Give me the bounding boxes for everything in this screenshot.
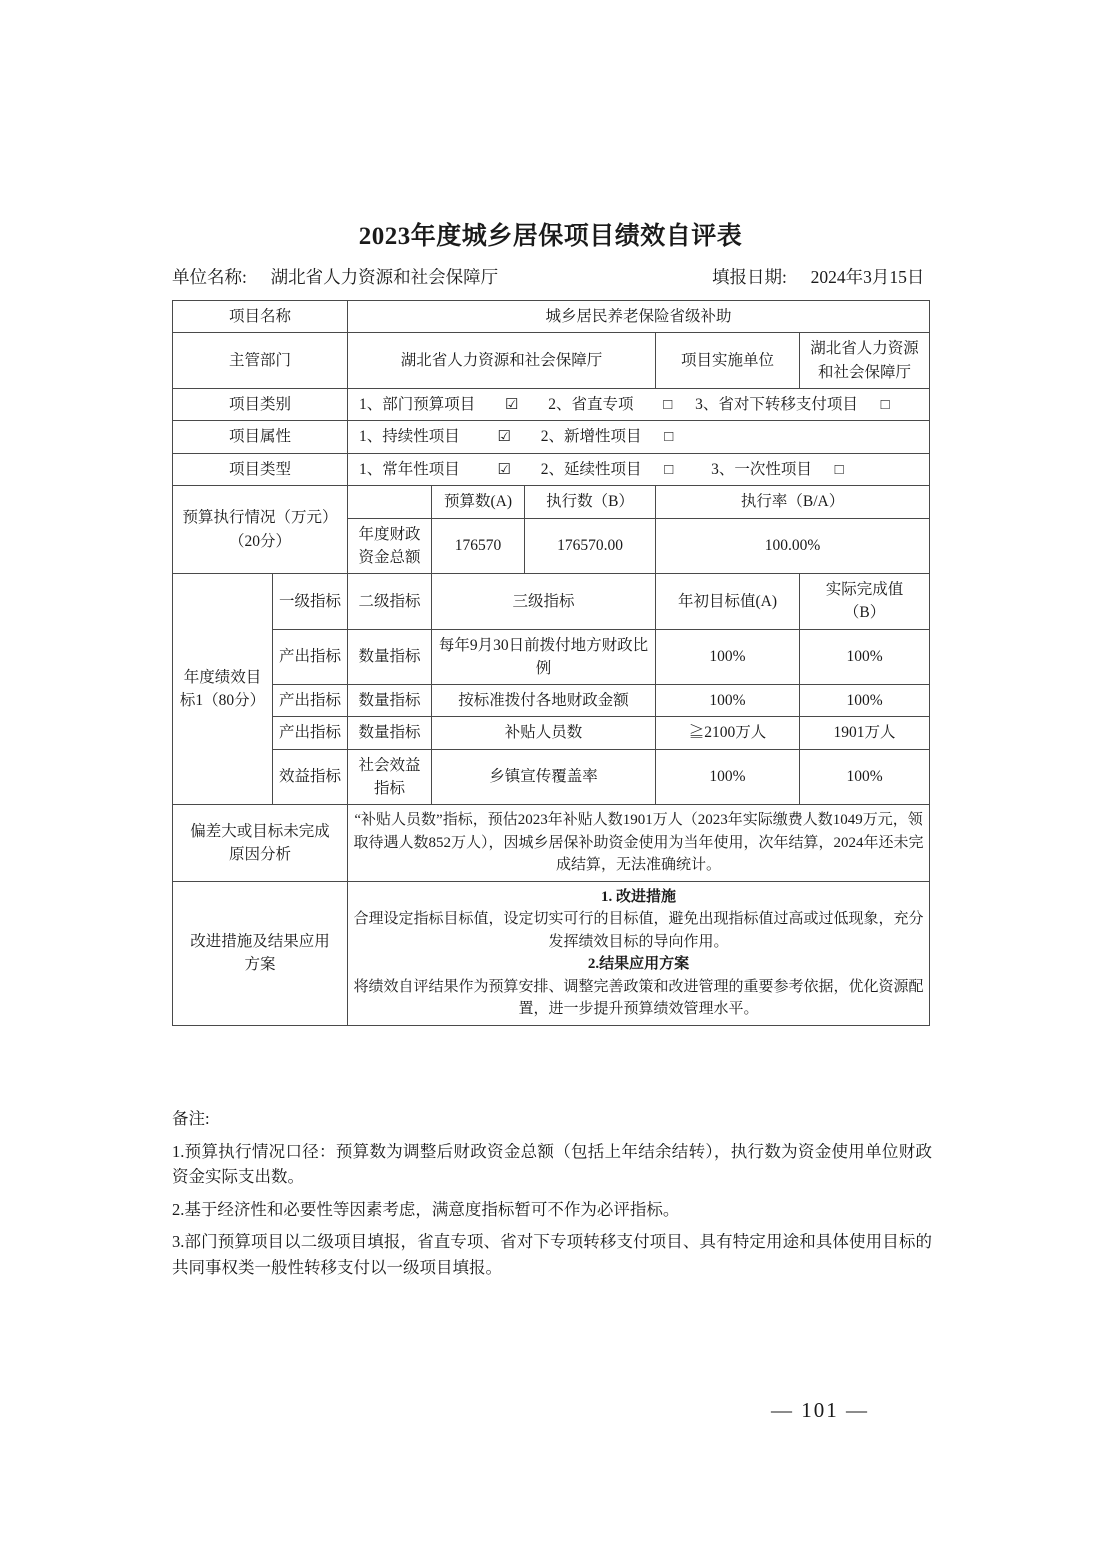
budget-row-name-line1: 年度财政 [358,525,421,543]
table-row-improvement [173,881,930,1025]
attribute-label: 项目属性 [173,421,348,454]
type-options-cell [348,453,930,486]
deviation-label-line1: 偏差大或目标未完成 [190,822,330,840]
perf-row-3-target-a: 100% [656,749,800,805]
perf-row-1-target-a: 100% [656,685,800,717]
table-row-deviation [173,805,930,882]
type-option-3-checkbox[interactable]: □ [834,461,844,478]
notes-title: 备注: [172,1109,210,1128]
budget-a-value: 176570 [432,518,525,574]
notes-section [172,1106,932,1287]
perf-row-0-level1: 产出指标 [273,629,348,685]
perf-header-level1: 一级指标 [273,574,348,630]
perf-header-actual-b [800,574,930,630]
perf-row-0-target-a: 100% [656,629,800,685]
perf-row-1-level2: 数量指标 [348,685,432,717]
perf-row-1-level3: 按标准拨付各地财政金额 [432,685,656,717]
document-page [172,0,932,1559]
impl-unit-label: 项目实施单位 [656,333,800,389]
unit-name-value: 湖北省人力资源和社会保障厅 [270,267,499,287]
perf-header-actual-b-line2: （B） [843,604,886,622]
rate-ba-value: 100.00% [656,518,930,574]
perf-section-label-line1: 年度绩效目 [183,668,262,686]
perf-row-2-level2: 数量指标 [348,717,432,749]
improvement-heading-1: 1. 改进措施 [601,888,677,905]
exec-b-value: 176570.00 [525,518,656,574]
perf-row-3-level1: 效益指标 [273,749,348,805]
report-date-field [712,264,924,289]
rate-ba-header: 执行率（B/A） [656,486,930,518]
table-row [173,685,930,717]
unit-name-label: 单位名称: [172,267,247,287]
perf-header-target-a: 年初目标值(A) [656,574,800,630]
table-row-category [173,388,930,421]
improvement-label [173,881,348,1025]
deviation-label-line2: 原因分析 [229,845,292,863]
table-row [173,749,930,805]
perf-row-2-level3: 补贴人员数 [432,717,656,749]
budget-a-header: 预算数(A) [432,486,525,518]
document-meta [172,264,929,292]
table-row-perf-header [173,574,930,630]
perf-row-0-level2: 数量指标 [348,629,432,685]
table-row-type [173,453,930,486]
note-item-2: 2.基于经济性和必要性等因素考虑，满意度指标暂可不作为必评指标。 [172,1199,680,1219]
dept-label: 主管部门 [173,333,348,389]
budget-blank-header [348,486,432,518]
category-options-cell [348,388,930,421]
category-option-3-text: 3、省对下转移支付项目 [695,395,858,413]
perf-row-0-actual-b: 100% [800,629,930,685]
attribute-option-1-text: 1、持续性项目 [359,428,460,446]
exec-b-header: 执行数（B） [525,486,656,518]
type-option-2-text: 2、延续性项目 [540,460,642,478]
perf-header-level2: 二级指标 [348,574,432,630]
perf-header-actual-b-line1: 实际完成值 [825,581,904,598]
page-number: — 101 — [771,1398,869,1422]
attribute-option-1-checkbox[interactable]: ☑ [497,429,511,446]
table-row-department [173,333,930,389]
improvement-body-1: 合理设定指标目标值，设定切实可行的目标值，避免出现指标值过高或过低现象，充分发挥绩效目标的导向作用。 [353,911,924,950]
perf-row-1-level1: 产出指标 [273,685,348,717]
budget-section-label-line1: 预算执行情况（万元） [182,509,338,527]
perf-header-level3: 三级指标 [432,574,656,630]
category-option-2-checkbox[interactable]: □ [663,396,673,413]
category-option-2-text: 2、省直专项 [548,395,634,413]
perf-row-2-actual-b: 1901万人 [800,717,930,749]
attribute-option-2-checkbox[interactable]: □ [664,429,674,446]
improvement-heading-2: 2.结果应用方案 [587,956,690,972]
perf-row-0-level3: 每年9月30日前拨付地方财政比例 [432,629,656,685]
budget-row-name-line2: 资金总额 [358,548,421,566]
project-name-value: 城乡居民养老保险省级补助 [348,301,930,333]
table-row-attribute [173,421,930,454]
category-option-3-checkbox[interactable]: □ [880,396,890,413]
perf-row-2-level1: 产出指标 [273,717,348,749]
attribute-option-2-text: 2、新增性项目 [540,428,642,446]
attribute-options-cell [348,421,930,454]
table-row-budget-header [173,486,930,518]
budget-row-name [348,518,432,574]
type-option-2-checkbox[interactable]: □ [664,461,674,478]
category-label: 项目类别 [173,388,348,421]
note-item-1: 1.预算执行情况口径：预算数为调整后财政资金总额（包括上年结余结转），执行数为资金使用单位财政资金实际支出数。 [172,1141,932,1187]
perf-section-label-line2: 标1（80分） [179,692,266,709]
deviation-text: “补贴人员数”指标，预估2023年补贴人数1901万人（2023年实际缴费人数1049万元，领取待遇人数852万人），因城乡居保补助资金使用为当年使用，次年结算，2024年还未完成结算，无法准确统计。 [348,805,930,882]
perf-row-3-level3: 乡镇宣传覆盖率 [432,749,656,805]
budget-section-label [173,486,348,574]
table-row [173,629,930,685]
type-option-1-text: 1、常年性项目 [359,460,460,478]
table-row [173,717,930,749]
page-title: 2023年度城乡居保项目绩效自评表 [358,223,743,250]
improvement-label-line1: 改进措施及结果应用 [190,932,330,950]
impl-unit-value: 湖北省人力资源和社会保障厅 [800,333,930,389]
improvement-content [348,881,930,1025]
note-item-3: 3.部门预算项目以二级项目填报，省直专项、省对下专项转移支付项目、具有特定用途和具体使用目标的共同事权类一般性转移支付以一级项目填报。 [172,1232,932,1277]
improvement-label-line2: 方案 [244,956,276,973]
type-option-3-text: 3、一次性项目 [711,460,812,478]
dept-value: 湖北省人力资源和社会保障厅 [348,333,656,389]
perf-row-3-actual-b: 100% [800,749,930,805]
perf-row-3-level2: 社会效益指标 [348,749,432,805]
category-option-1-checkbox[interactable]: ☑ [505,396,519,413]
deviation-label [173,805,348,882]
unit-name-field [172,264,498,289]
project-name-label: 项目名称 [173,301,348,333]
type-option-1-checkbox[interactable]: ☑ [497,461,511,478]
perf-row-2-target-a: ≧2100万人 [656,717,800,749]
performance-self-evaluation-table [172,300,930,1026]
report-date-value: 2024年3月15日 [810,267,925,287]
improvement-body-2: 将绩效自评结果作为预算安排、调整完善政策和改进管理的重要参考依据，优化资源配置，进一步提升预算绩效管理水平。 [353,978,924,1017]
report-date-label: 填报日期: [712,267,787,287]
category-option-1-text: 1、部门预算项目 [359,395,476,413]
type-label: 项目类型 [173,453,348,486]
perf-section-label [173,574,273,805]
budget-section-label-line2: （20分） [229,532,292,550]
table-row-project-name [173,301,930,333]
perf-row-1-actual-b: 100% [800,685,930,717]
